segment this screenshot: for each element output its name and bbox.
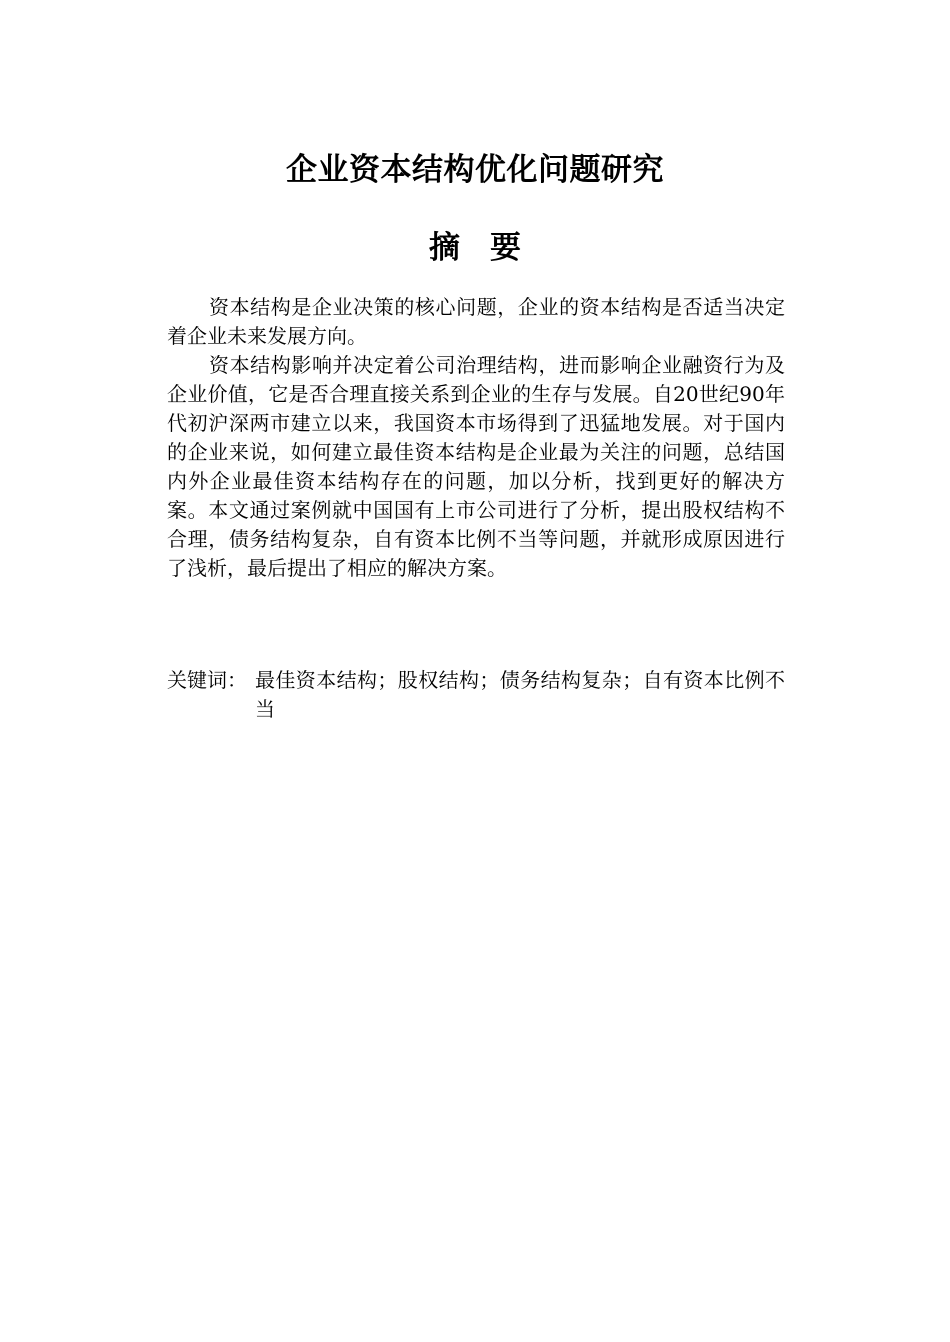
keywords-section	[167, 666, 785, 724]
abstract-paragraph-1: 资本结构是企业决策的核心问题，企业的资本结构是否适当决定着企业未来发展方向。	[167, 295, 785, 348]
abstract-heading: 摘要	[429, 230, 551, 266]
keywords-label: 关键词：	[167, 668, 247, 692]
abstract-paragraph-2: 资本结构影响并决定着公司治理结构，进而影响企业融资行为及企业价值，它是否合理直接关系到企业的生存与发展。自20世纪90年代初沪深两市建立以来，我国资本市场得到了迅猛地发展。对于国内的企业来说，如何建立最佳资本结构是企业最为关注的问题，总结国内外企业最佳资本结构存在的问题，加以分析，找到更好的解决方案。本文通过案例就中国国有上市公司进行了分析，提出股权结构不合理，债务结构复杂，自有资本比例不当等问题，并就形成原因进行了浅析，最后提出了相应的解决方案。	[167, 353, 785, 580]
abstract-body	[167, 293, 785, 583]
document-title: 企业资本结构优化问题研究	[286, 152, 664, 188]
keywords-text: 最佳资本结构；股权结构；债务结构复杂；自有资本比例不当	[255, 668, 785, 721]
